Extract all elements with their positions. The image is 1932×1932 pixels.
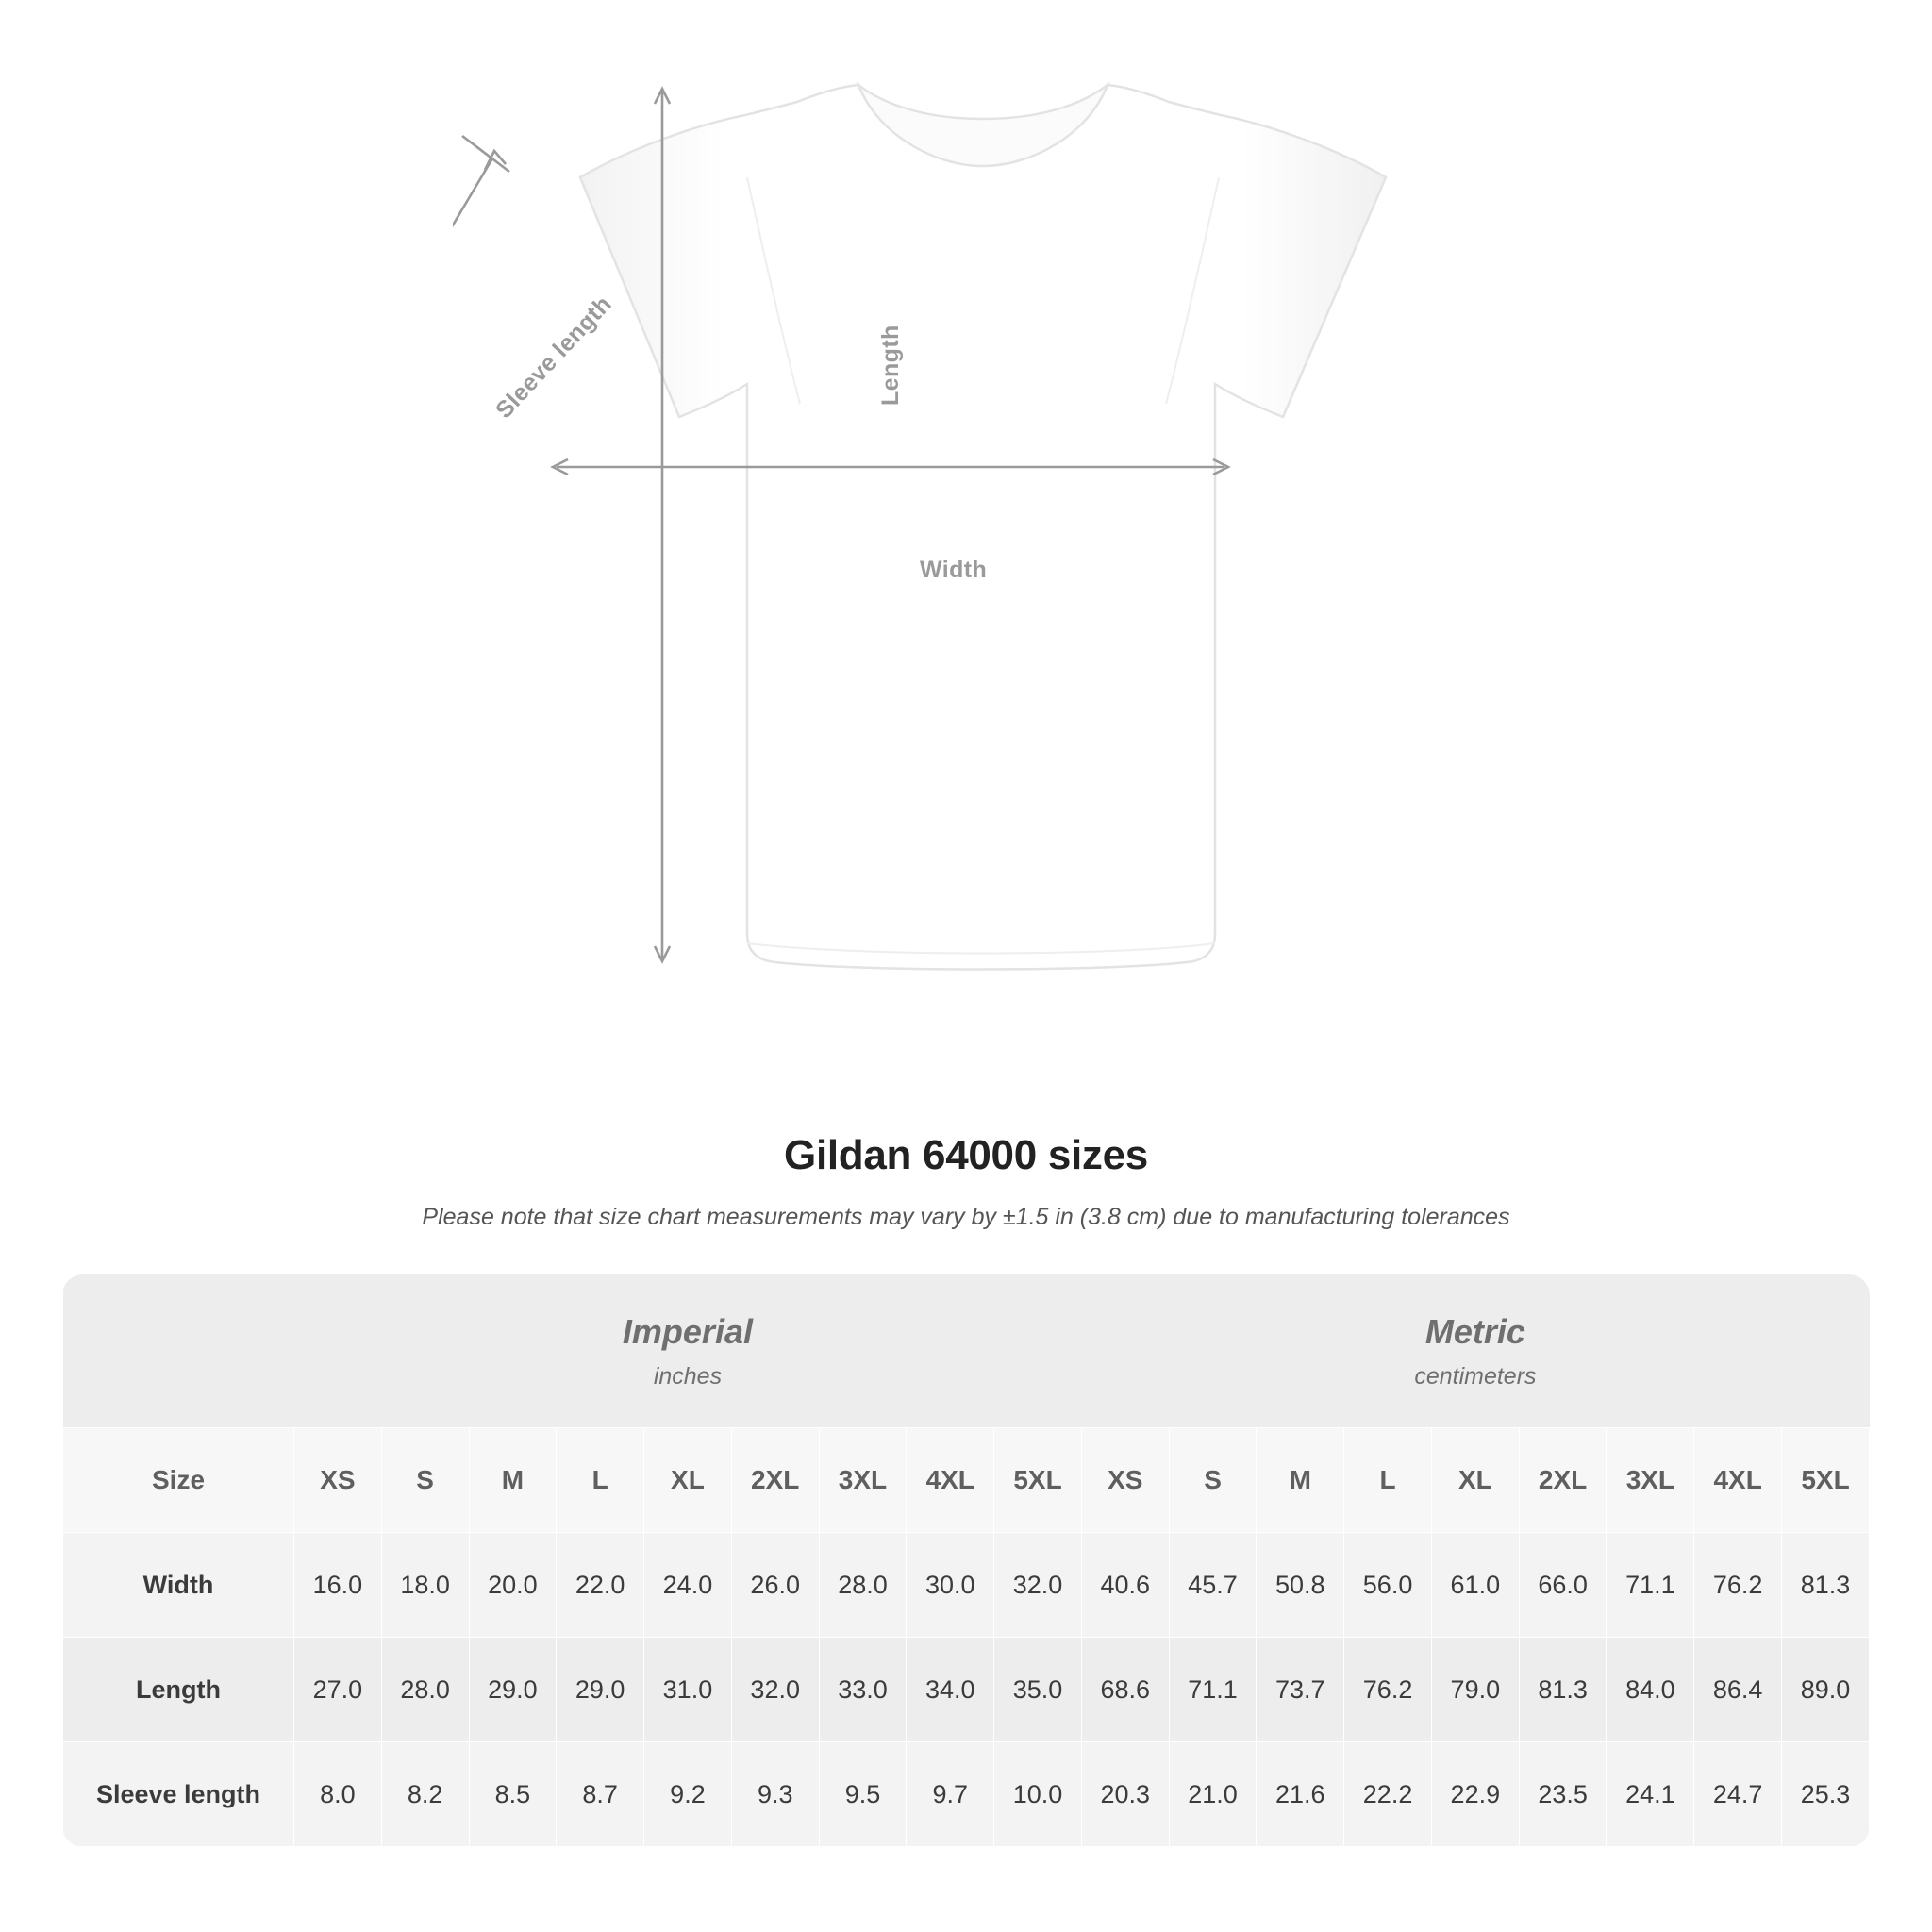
- table-cell: 25.3: [1782, 1742, 1870, 1847]
- table-cell: 31.0: [644, 1638, 732, 1742]
- table-cell: 9.2: [644, 1742, 732, 1847]
- table-cell: 8.0: [294, 1742, 382, 1847]
- table-cell: 33.0: [819, 1638, 907, 1742]
- table-cell: 50.8: [1257, 1533, 1344, 1638]
- table-cell: 16.0: [294, 1533, 382, 1638]
- size-cell: XS: [294, 1428, 382, 1533]
- table-cell: 61.0: [1431, 1533, 1519, 1638]
- size-row-label: Size: [63, 1428, 294, 1533]
- length-label: Length: [877, 325, 904, 406]
- row-label-length: Length: [63, 1638, 294, 1742]
- table-cell: 68.6: [1081, 1638, 1169, 1742]
- table-cell: 10.0: [994, 1742, 1082, 1847]
- table-cell: 9.3: [731, 1742, 819, 1847]
- units-row-spacer: [63, 1274, 294, 1428]
- table-cell: 35.0: [994, 1638, 1082, 1742]
- table-cell: 81.3: [1782, 1533, 1870, 1638]
- unit-name-imperial: Imperial: [622, 1311, 753, 1351]
- table-cell: 24.0: [644, 1533, 732, 1638]
- table-cell: 20.3: [1081, 1742, 1169, 1847]
- table-cell: 20.0: [469, 1533, 557, 1638]
- size-cell: 5XL: [994, 1428, 1082, 1533]
- size-cell: 2XL: [731, 1428, 819, 1533]
- unit-header-imperial: [294, 1274, 1082, 1428]
- unit-header-metric: [1081, 1274, 1869, 1428]
- size-cell: S: [1169, 1428, 1257, 1533]
- unit-name-metric: Metric: [1424, 1311, 1525, 1351]
- size-cell: 3XL: [1607, 1428, 1694, 1533]
- table-cell: 79.0: [1431, 1638, 1519, 1742]
- table-cell: 86.4: [1694, 1638, 1782, 1742]
- table-cell: 21.6: [1257, 1742, 1344, 1847]
- size-cell: M: [469, 1428, 557, 1533]
- size-cell: 4XL: [1694, 1428, 1782, 1533]
- table-cell: 84.0: [1607, 1638, 1694, 1742]
- table-cell: 22.2: [1344, 1742, 1432, 1847]
- size-table-body: [63, 1533, 1870, 1847]
- table-cell: 81.3: [1519, 1638, 1607, 1742]
- table-cell: 34.0: [907, 1638, 994, 1742]
- page-title: Gildan 64000 sizes: [784, 1132, 1148, 1178]
- table-cell: 24.1: [1607, 1742, 1694, 1847]
- table-cell: 76.2: [1344, 1638, 1432, 1742]
- table-cell: 23.5: [1519, 1742, 1607, 1847]
- size-cell: M: [1257, 1428, 1344, 1533]
- table-cell: 32.0: [994, 1533, 1082, 1638]
- table-cell: 8.5: [469, 1742, 557, 1847]
- table-cell: 32.0: [731, 1638, 819, 1742]
- table-cell: 30.0: [907, 1533, 994, 1638]
- unit-sub-imperial: inches: [653, 1362, 723, 1390]
- table-cell: 27.0: [294, 1638, 382, 1742]
- row-label-sleeve-length: Sleeve length: [63, 1742, 294, 1847]
- size-cell: 5XL: [1782, 1428, 1870, 1533]
- size-cell: XL: [644, 1428, 732, 1533]
- table-cell: 9.5: [819, 1742, 907, 1847]
- width-label: Width: [920, 557, 988, 583]
- table-cell: 73.7: [1257, 1638, 1344, 1742]
- table-cell: 22.9: [1431, 1742, 1519, 1847]
- table-cell: 56.0: [1344, 1533, 1432, 1638]
- table-cell: 89.0: [1782, 1638, 1870, 1742]
- units-row: [63, 1274, 1870, 1428]
- sizes-row: [63, 1428, 1870, 1533]
- title-block: [0, 1132, 1932, 1231]
- size-cell: 3XL: [819, 1428, 907, 1533]
- table-cell: 29.0: [469, 1638, 557, 1742]
- size-cell: L: [1344, 1428, 1432, 1533]
- size-cell: 2XL: [1519, 1428, 1607, 1533]
- table-cell: 22.0: [557, 1533, 644, 1638]
- size-cell: S: [381, 1428, 469, 1533]
- table-cell: 28.0: [819, 1533, 907, 1638]
- table-cell: 45.7: [1169, 1533, 1257, 1638]
- size-table-wrap: [62, 1274, 1870, 1847]
- table-cell: 8.7: [557, 1742, 644, 1847]
- table-cell: 71.1: [1607, 1533, 1694, 1638]
- row-label-width: Width: [63, 1533, 294, 1638]
- size-cell: L: [557, 1428, 644, 1533]
- table-row: [63, 1638, 1870, 1742]
- table-cell: 29.0: [557, 1638, 644, 1742]
- table-cell: 26.0: [731, 1533, 819, 1638]
- table-cell: 66.0: [1519, 1533, 1607, 1638]
- sleeve-length-label: Sleeve length: [491, 291, 617, 425]
- table-cell: 71.1: [1169, 1638, 1257, 1742]
- table-cell: 24.7: [1694, 1742, 1782, 1847]
- size-cell: XS: [1081, 1428, 1169, 1533]
- table-cell: 40.6: [1081, 1533, 1169, 1638]
- table-row: [63, 1533, 1870, 1638]
- size-table-head: [63, 1274, 1870, 1533]
- table-cell: 8.2: [381, 1742, 469, 1847]
- table-cell: 21.0: [1169, 1742, 1257, 1847]
- table-cell: 28.0: [381, 1638, 469, 1742]
- table-cell: 76.2: [1694, 1533, 1782, 1638]
- size-cell: 4XL: [907, 1428, 994, 1533]
- table-cell: 18.0: [381, 1533, 469, 1638]
- size-cell: XL: [1431, 1428, 1519, 1533]
- size-table: [62, 1274, 1870, 1847]
- tolerance-note: Please note that size chart measurements may vary by ±1.5 in (3.8 cm) due to manufacturing tolerances: [422, 1204, 1510, 1230]
- table-row: [63, 1742, 1870, 1847]
- unit-sub-metric: centimeters: [1414, 1362, 1537, 1390]
- table-cell: 9.7: [907, 1742, 994, 1847]
